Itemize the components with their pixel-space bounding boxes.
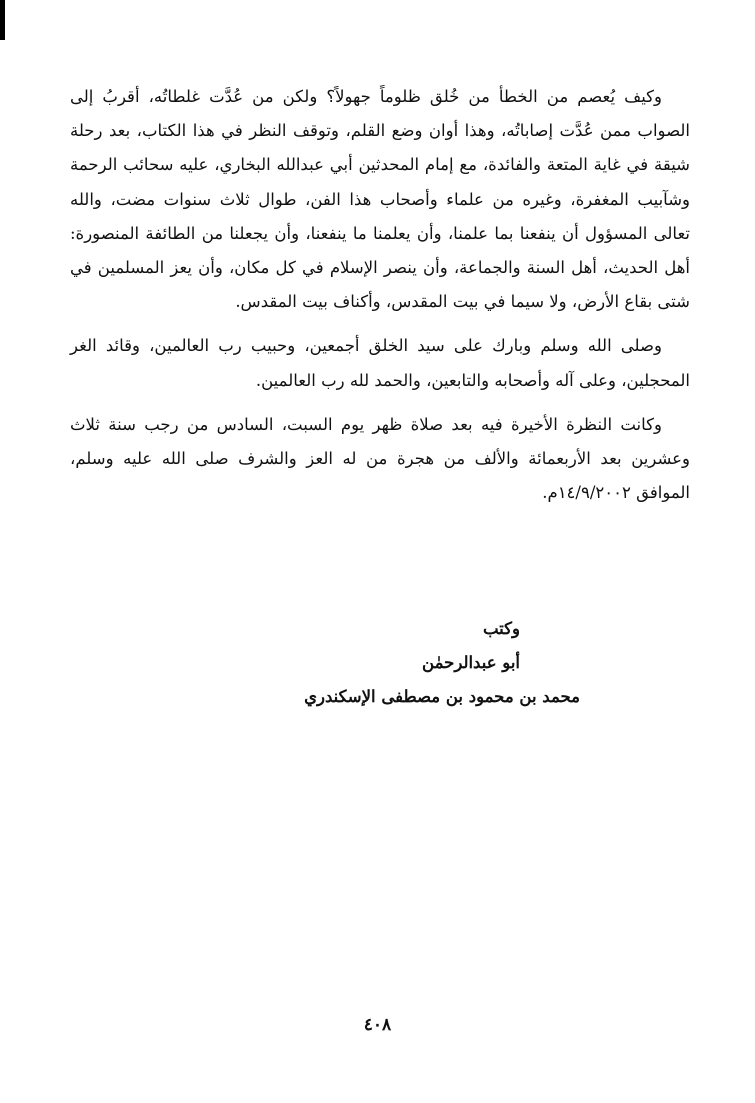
salutation-paragraph: وصلى الله وسلم وبارك على سيد الخلق أجمعين، وحبيب رب العالمين، وقائد الغر المحجلين، وعلى آله وأصحابه والتابعين، والحمد لله رب العالمين. xyxy=(70,336,690,390)
completion-date-paragraph: وكانت النظرة الأخيرة فيه بعد صلاة ظهر يوم السبت، السادس من رجب سنة ثلاث وعشرين بعد الأربعمائة والألف من هجرة من له العز والشرف صلى الله عليه وسلم، الموافق ١٤/٩/٢٠٠٢م. xyxy=(70,414,690,503)
signature-kunya: أبو عبدالرحمٰن xyxy=(422,653,520,672)
page-number: ٤٠٨ xyxy=(363,1015,392,1035)
body-text xyxy=(70,80,690,520)
signature-author-name: محمد بن محمود بن مصطفى الإسكندري xyxy=(304,687,580,706)
signature-wrote: وكتب xyxy=(482,619,520,638)
closing-paragraph: وكيف يُعصم من الخطأ من خُلق ظلوماً جهولاً؟ ولكن من عُدَّت غلطاتُه، أقربُ إلى الصواب ممن عُدَّت إصاباتُه، وهذا أوان وضع القلم، وتوقف النظر في هذا الكتاب، بعد رحلة شيقة في غاية المتعة والفائدة، مع إمام المحدثين أبي عبدالله البخاري، عليه سحائب الرحمة وشآبيب المغفرة، وغيره من علماء وأصحاب هذا الفن، طوال ثلاث سنوات مضت، والله تعالى المسؤول أن ينفعنا بما علمنا، وأن يعلمنا ما ينفعنا، وأن يجعلنا من الطائفة المنصورة: أهل الحديث، أهل السنة والجماعة، وأن ينصر الإسلام في كل مكان، وأن يعز المسلمين في شتى بقاع الأرض، ولا سيما في بيت المقدس، وأكناف بيت المقدس. xyxy=(70,87,690,312)
scan-edge-mark xyxy=(0,0,5,40)
signature-block xyxy=(304,612,580,714)
